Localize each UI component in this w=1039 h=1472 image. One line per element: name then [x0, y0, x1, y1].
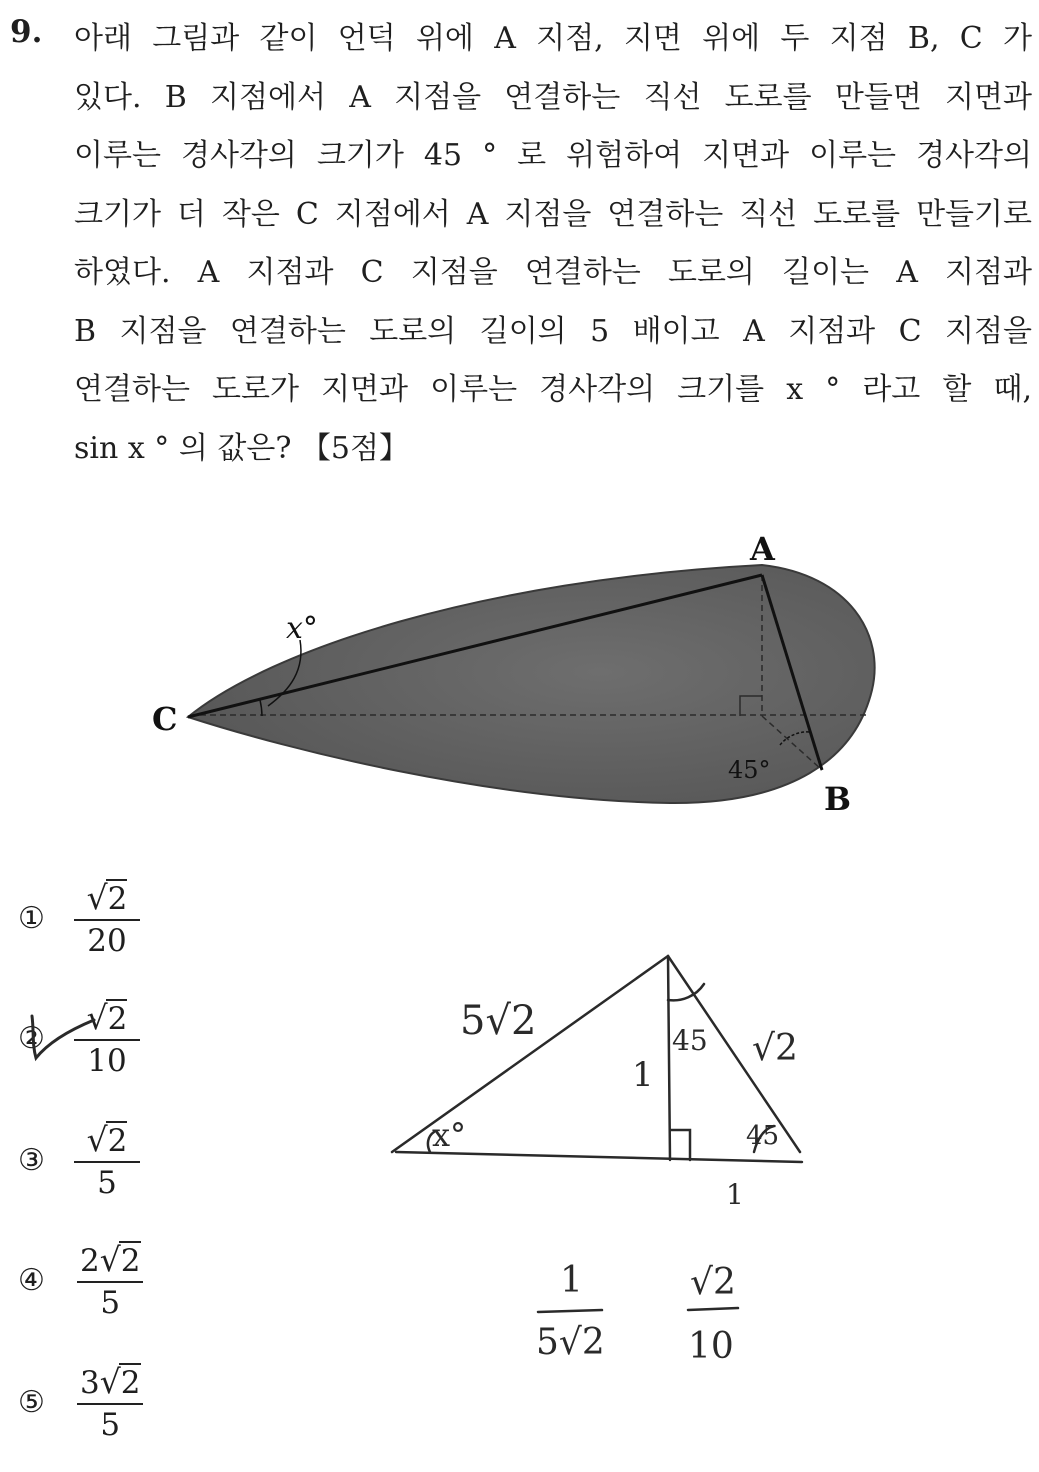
fraction-denominator: 5 [77, 1281, 143, 1321]
question-line: 있다. B 지점에서 A 지점을 연결하는 직선 도로를 만들면 지면과 [74, 79, 1032, 115]
right-angle-mark [670, 1130, 690, 1160]
base-right-label: 1 [726, 1178, 744, 1211]
question-line: sin x ° 의 값은? 【5점】 [74, 430, 410, 466]
fraction-numerator: 3√2 [80, 1362, 141, 1401]
angle-right-label: 45 [746, 1121, 780, 1151]
choice-5[interactable] [18, 1362, 147, 1443]
question-number: 9. [10, 14, 43, 50]
choice-fraction [74, 1362, 147, 1443]
fraction-denominator: 20 [74, 919, 140, 959]
handwritten-work [370, 930, 830, 1390]
question-line: 연결하는 도로가 지면과 이루는 경사각의 크기를 x ° 라고 할 때, [74, 372, 1032, 407]
fraction2-denominator: 10 [688, 1326, 734, 1367]
fraction-denominator: 5 [74, 1161, 140, 1201]
fraction-denominator: 10 [74, 1039, 140, 1079]
angle-45-label: 45° [728, 756, 771, 784]
question-line: B 지점을 연결하는 도로의 길이의 5 배이고 A 지점과 C 지점을 [74, 313, 1032, 349]
fraction-numerator: √2 [86, 1120, 128, 1159]
fraction-numerator: √2 [86, 998, 128, 1037]
angle-x-label: x° [286, 611, 318, 646]
fraction-bar [538, 1310, 602, 1312]
question-text [74, 10, 1032, 478]
angle-arc [668, 984, 704, 1000]
choice-number: ⑤ [18, 1385, 45, 1420]
choice-fraction [74, 878, 140, 959]
fraction1-numerator: 1 [560, 1260, 583, 1301]
choice-3[interactable] [18, 1120, 140, 1201]
height-label: 1 [632, 1055, 654, 1095]
fraction-numerator: √2 [86, 878, 128, 917]
choice-number: ② [18, 1021, 45, 1056]
point-a-label: A [750, 530, 775, 568]
choice-number: ③ [18, 1143, 45, 1178]
side-right-label: √2 [752, 1028, 798, 1069]
point-c-label: C [152, 700, 178, 738]
choice-1[interactable] [18, 878, 140, 959]
choice-number: ④ [18, 1263, 45, 1298]
hill-figure [150, 520, 890, 830]
angle-top-label: 45 [672, 1024, 708, 1057]
fraction-bar [688, 1308, 738, 1310]
question-line: 아래 그림과 같이 언덕 위에 A 지점, 지면 위에 두 지점 B, C 가 [74, 21, 1032, 56]
choice-4[interactable] [18, 1240, 147, 1321]
angle-x-label: x° [432, 1116, 467, 1154]
fraction-denominator: 5 [77, 1403, 143, 1443]
question-line: 이루는 경사각의 크기가 45 ° 로 위험하여 지면과 이루는 경사각의 [74, 138, 1032, 173]
question-line: 크기가 더 작은 C 지점에서 A 지점을 연결하는 직선 도로를 만들기로 [74, 196, 1032, 232]
choice-fraction [74, 1120, 140, 1201]
fraction1-denominator: 5√2 [536, 1322, 605, 1363]
question-line: 하였다. A 지점과 C 지점을 연결하는 도로의 길이는 A 지점과 [74, 255, 1032, 290]
fraction-numerator: 2√2 [80, 1240, 141, 1279]
hyp-label: 5√2 [460, 998, 537, 1044]
fraction2-numerator: √2 [690, 1262, 736, 1303]
choice-number: ① [18, 901, 45, 936]
check-mark-icon [8, 1010, 98, 1070]
point-b-label: B [824, 780, 852, 818]
choice-fraction [74, 1240, 147, 1321]
